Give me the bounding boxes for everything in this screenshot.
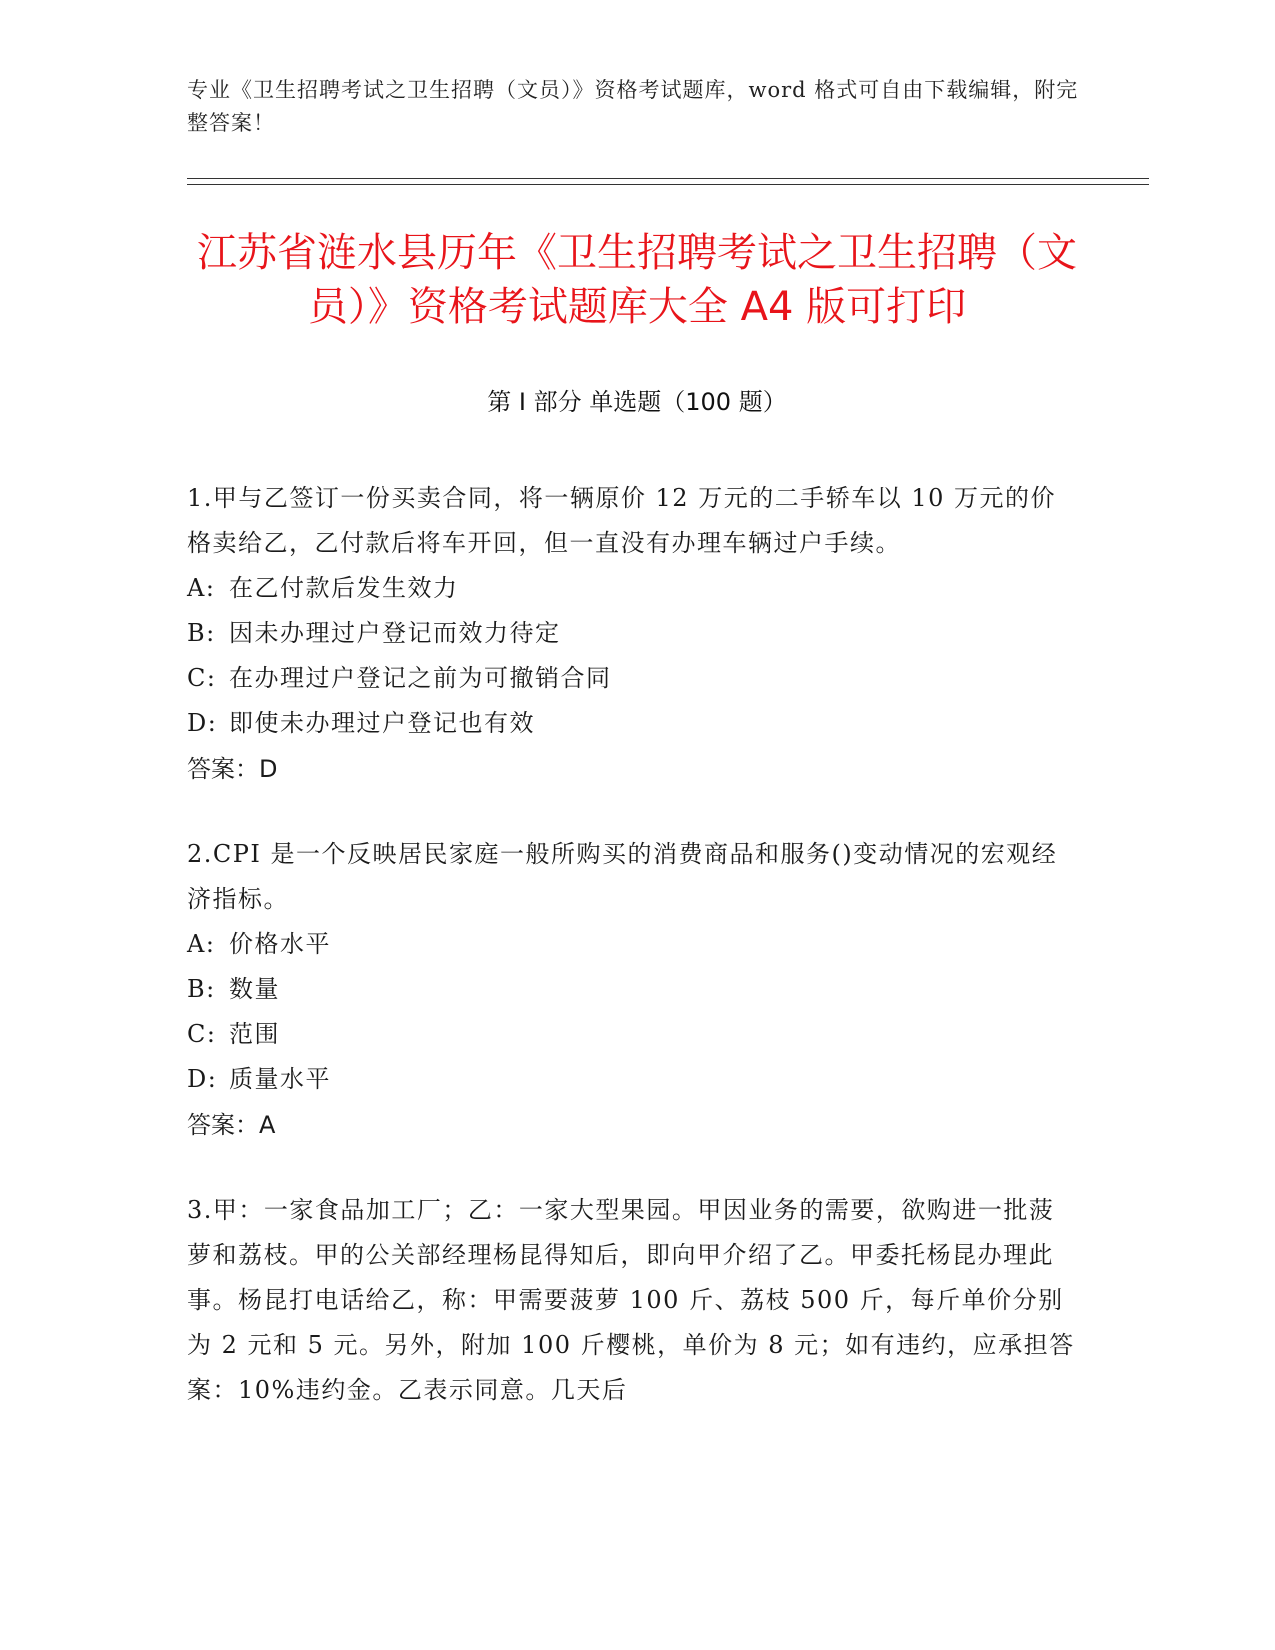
option-c [187, 1012, 1077, 1057]
option-label: D: [187, 709, 218, 737]
option-label: A: [187, 574, 216, 602]
option-text: 数量 [229, 975, 280, 1003]
option-a [187, 922, 1077, 967]
document-title: 江苏省涟水县历年《卫生招聘考试之卫生招聘（文员）》资格考试题库大全 A4 版可打印 [197, 230, 1077, 330]
option-label: B: [187, 619, 216, 647]
option-a [187, 566, 1077, 611]
answer: 答案：A [187, 1111, 276, 1139]
question-2 [187, 832, 1077, 1148]
option-b [187, 967, 1077, 1012]
question-1 [187, 476, 1077, 792]
header-rule-bottom [187, 184, 1149, 185]
option-label: C: [187, 1020, 217, 1048]
header-rule-top [187, 178, 1149, 179]
header-note: 专业《卫生招聘考试之卫生招聘（文员）》资格考试题库，word 格式可自由下载编辑，附完整答案！ [187, 78, 1079, 135]
question-text: 3.甲：一家食品加工厂；乙：一家大型果园。甲因业务的需要，欲购进一批菠萝和荔枝。甲的公关部经理杨昆得知后，即向甲介绍了乙。甲委托杨昆办理此事。杨昆打电话给乙，称：甲需要菠萝 100 斤、荔枝 500 斤，每斤单价分别为 2 元和 5 元。另外，附加 100 斤樱桃，单价为 8 元；如有违约，应承担答案：10%违约金。乙表示同意。几天后 [187, 1196, 1075, 1404]
option-d [187, 1057, 1077, 1102]
option-b [187, 611, 1077, 656]
option-text: 范围 [229, 1020, 280, 1048]
option-label: B: [187, 975, 216, 1003]
question-text: 2.CPI 是一个反映居民家庭一般所购买的消费商品和服务()变动情况的宏观经济指标。 [187, 840, 1058, 913]
option-label: A: [187, 930, 216, 958]
question-list [187, 476, 1077, 1453]
option-label: D: [187, 1065, 218, 1093]
question-3 [187, 1188, 1077, 1413]
option-label: C: [187, 664, 217, 692]
option-text: 价格水平 [229, 930, 331, 958]
option-text: 在乙付款后发生效力 [229, 574, 459, 602]
option-text: 即使未办理过户登记也有效 [229, 709, 535, 737]
question-text: 1.甲与乙签订一份买卖合同，将一辆原价 12 万元的二手轿车以 10 万元的价格卖给乙，乙付款后将车开回，但一直没有办理车辆过户手续。 [187, 484, 1056, 557]
answer: 答案：D [187, 755, 278, 783]
section-title: 第 I 部分 单选题（100 题） [487, 388, 787, 416]
option-text: 因未办理过户登记而效力待定 [229, 619, 561, 647]
option-text: 在办理过户登记之前为可撤销合同 [229, 664, 612, 692]
option-d [187, 701, 1077, 746]
option-text: 质量水平 [229, 1065, 331, 1093]
option-c [187, 656, 1077, 701]
